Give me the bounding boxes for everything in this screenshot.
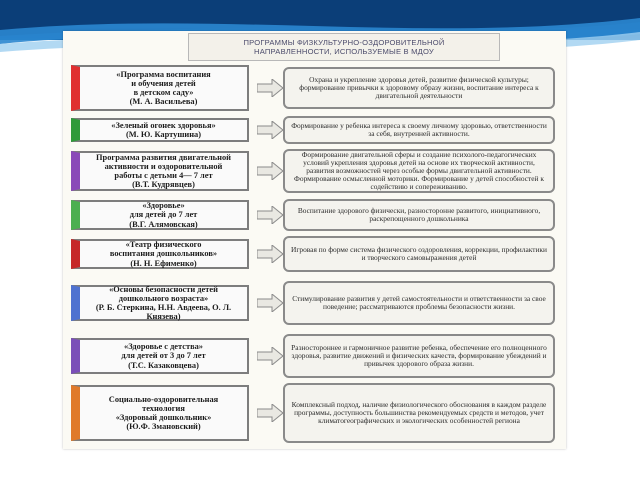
program-description: Формирование у ребенка интереса к своему личному здоровью, ответственности за себя, внутренней активности. (283, 116, 555, 144)
diagram-title (188, 33, 500, 61)
program-description: Игровая по форме система физического оздоровления, коррекции, профилактики и творческого самовыражения детей (283, 236, 555, 272)
program-row (63, 149, 566, 193)
program-name-box (71, 285, 249, 321)
program-description: Стимулирование развития у детей самостоятельности и ответственности за свое поведение; рассматриваются проблемы безопасности жизни. (283, 281, 555, 325)
program-name-line: «Программа воспитания (116, 69, 211, 79)
program-name-line: дошкольного возраста» (118, 293, 209, 303)
program-name-box (71, 239, 249, 269)
program-name-line: «Театр физического (125, 240, 202, 250)
program-name-box (71, 200, 249, 230)
program-row (63, 281, 566, 325)
program-name-box (71, 118, 249, 142)
arrow-right-icon (257, 162, 283, 180)
program-row (63, 334, 566, 378)
program-name-line: работы с детьми 4— 7 лет (114, 171, 213, 180)
program-author: (Н. Н. Ефименко) (130, 258, 197, 268)
program-author: (В.Г. Алямовская) (129, 219, 198, 229)
program-description: Охрана и укрепление здоровья детей, развитие физической культуры; формирование привычки к здоровому образу жизни, воспитание интереса к двигательной деятельности (283, 67, 555, 109)
program-name-box (71, 65, 249, 111)
program-row (63, 236, 566, 272)
program-description: Комплексный подход, наличие физиологического обоснования в каждом разделе программы, доступность большинства рекомендуемых средств и методов, учет климатогеографических и экологических особенностей региона (283, 383, 555, 443)
program-name-line: «Основы безопасности детей (109, 284, 218, 294)
program-description: Формирование двигательной сферы и создание психолого-педагогических условий укрепления здоровья детей на основе их творческой активности, развития возможностей через особые формы двигательной активности. Формирование осмысленной моторики. Формирование у детей способностей к содействию и сопереживанию. (283, 149, 555, 193)
program-row (63, 383, 566, 443)
program-author: (Т.С. Казаковцева) (128, 360, 199, 370)
program-name-line: «Зеленый огонек здоровья» (111, 120, 216, 130)
program-author: (Р. Б. Стеркина, Н.Н. Авдеева, О. Л. Князева) (95, 303, 232, 322)
program-name-line: Программа развития двигательной (96, 152, 231, 162)
diagram-title-line: ПРОГРАММЫ ФИЗКУЛЬТУРНО-ОЗДОРОВИТЕЛЬНОЙ (243, 38, 445, 47)
program-name-line: и обучения детей (131, 78, 196, 88)
program-name-box (71, 385, 249, 441)
arrow-right-icon (257, 404, 283, 422)
program-name-line: в детском саду» (133, 88, 194, 97)
program-author: (М. Ю. Картушина) (125, 130, 202, 139)
arrow-right-icon (257, 121, 283, 139)
arrow-right-icon (257, 294, 283, 312)
program-name-line: для детей до 7 лет (129, 210, 198, 220)
program-name-line: технология (142, 403, 185, 413)
program-author: (В.Т. Кудрявцев) (132, 180, 195, 190)
program-name-line: Социально-оздоровительная (108, 394, 219, 404)
arrow-right-icon (257, 79, 283, 97)
program-name-line: воспитания дошкольников» (109, 249, 218, 259)
program-name-line: активности и оздоровительной (104, 161, 223, 171)
program-name-box (71, 338, 249, 374)
program-name-line: «Здоровье» (142, 201, 185, 211)
program-row (63, 199, 566, 231)
program-name-line: для детей от 3 до 7 лет (121, 351, 206, 361)
program-row (63, 65, 566, 111)
program-description: Воспитание здорового физически, разносторонне развитого, инициативного, раскрепощенного дошкольника (283, 199, 555, 231)
arrow-right-icon (257, 347, 283, 365)
program-description: Разностороннее и гармоничное развитие ребенка, обеспечение его полноценного здоровья, развитие движений и физических качеств, формирование убеждений и привычек здорового образа жизни. (283, 334, 555, 378)
arrow-right-icon (257, 206, 283, 224)
program-name-line: «Здоровый дошкольник» (115, 413, 212, 422)
diagram-title-line: НАПРАВЛЕННОСТИ, ИСПОЛЬЗУЕМЫЕ В МДОУ (254, 47, 434, 56)
program-name-box (71, 151, 249, 191)
arrow-right-icon (257, 245, 283, 263)
program-author: (Ю.Ф. Змановский) (126, 422, 201, 432)
program-diagram (63, 31, 566, 449)
program-name-line: «Здоровье с детства» (124, 342, 203, 352)
program-row (63, 116, 566, 144)
program-author: (М. А. Васильева) (129, 97, 198, 107)
